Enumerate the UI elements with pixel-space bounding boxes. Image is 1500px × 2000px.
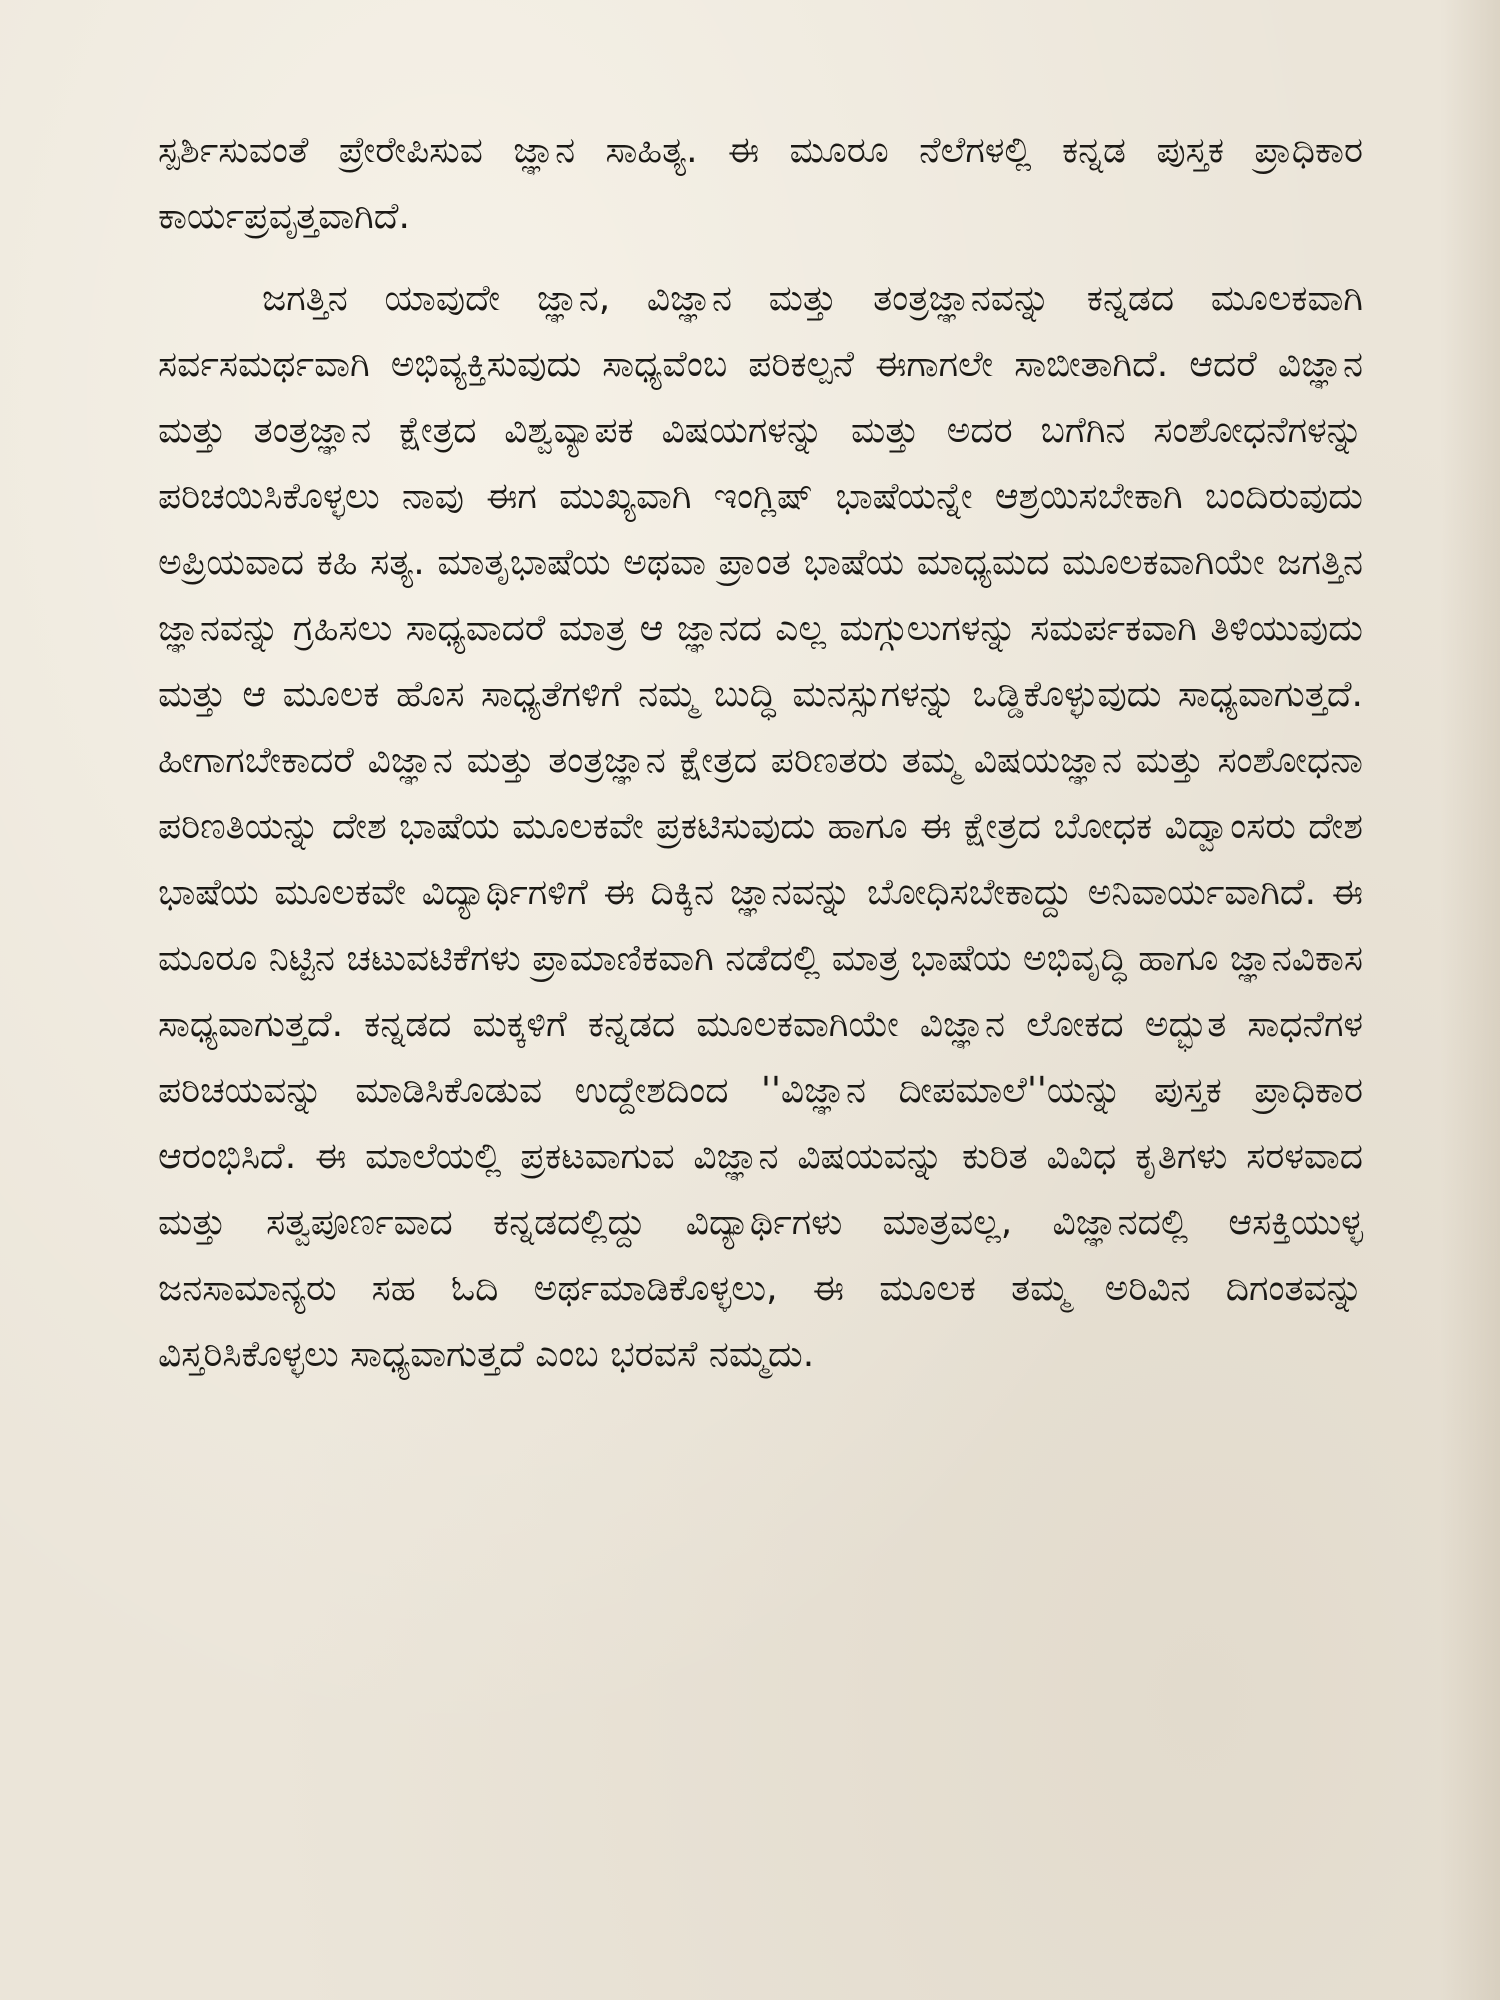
body-text	[158, 118, 1363, 1388]
page-edge-shadow	[1440, 0, 1500, 2000]
paragraph-main: ಜಗತ್ತಿನ ಯಾವುದೇ ಜ್ಞಾನ, ವಿಜ್ಞಾನ ಮತ್ತು ತಂತ್ರಜ್ಞಾನವನ್ನು ಕನ್ನಡದ ಮೂಲಕವಾಗಿ ಸರ್ವಸಮರ್ಥವಾಗಿ ಅಭಿವ್ಯಕ್ತಿಸುವುದು ಸಾಧ್ಯವೆಂಬ ಪರಿಕಲ್ಪನೆ ಈಗಾಗಲೇ ಸಾಬೀತಾಗಿದೆ. ಆದರೆ ವಿಜ್ಞಾನ ಮತ್ತು ತಂತ್ರಜ್ಞಾನ ಕ್ಷೇತ್ರದ ವಿಶ್ವವ್ಯಾಪಕ ವಿಷಯಗಳನ್ನು ಮತ್ತು ಅದರ ಬಗೆಗಿನ ಸಂಶೋಧನೆಗಳನ್ನು ಪರಿಚಯಿಸಿಕೊಳ್ಳಲು ನಾವು ಈಗ ಮುಖ್ಯವಾಗಿ ಇಂಗ್ಲಿಷ್ ಭಾಷೆಯನ್ನೇ ಆಶ್ರಯಿಸಬೇಕಾಗಿ ಬಂದಿರುವುದು ಅಪ್ರಿಯವಾದ ಕಹಿ ಸತ್ಯ. ಮಾತೃಭಾಷೆಯ ಅಥವಾ ಪ್ರಾಂತ ಭಾಷೆಯ ಮಾಧ್ಯಮದ ಮೂಲಕವಾಗಿಯೇ ಜಗತ್ತಿನ ಜ್ಞಾನವನ್ನು ಗ್ರಹಿಸಲು ಸಾಧ್ಯವಾದರೆ ಮಾತ್ರ ಆ ಜ್ಞಾನದ ಎಲ್ಲ ಮಗ್ಗುಲುಗಳನ್ನು ಸಮರ್ಪಕವಾಗಿ ತಿಳಿಯುವುದು ಮತ್ತು ಆ ಮೂಲಕ ಹೊಸ ಸಾಧ್ಯತೆಗಳಿಗೆ ನಮ್ಮ ಬುದ್ಧಿ ಮನಸ್ಸುಗಳನ್ನು ಒಡ್ಡಿಕೊಳ್ಳುವುದು ಸಾಧ್ಯವಾಗುತ್ತದೆ. ಹೀಗಾಗಬೇಕಾದರೆ ವಿಜ್ಞಾನ ಮತ್ತು ತಂತ್ರಜ್ಞಾನ ಕ್ಷೇತ್ರದ ಪರಿಣತರು ತಮ್ಮ ವಿಷಯಜ್ಞಾನ ಮತ್ತು ಸಂಶೋಧನಾ ಪರಿಣತಿಯನ್ನು ದೇಶ ಭಾಷೆಯ ಮೂಲಕವೇ ಪ್ರಕಟಿಸುವುದು ಹಾಗೂ ಈ ಕ್ಷೇತ್ರದ ಬೋಧಕ ವಿದ್ವಾಂಸರು ದೇಶ ಭಾಷೆಯ ಮೂಲಕವೇ ವಿದ್ಯಾರ್ಥಿಗಳಿಗೆ ಈ ದಿಕ್ಕಿನ ಜ್ಞಾನವನ್ನು ಬೋಧಿಸಬೇಕಾದ್ದು ಅನಿವಾರ್ಯವಾಗಿದೆ. ಈ ಮೂರೂ ನಿಟ್ಟಿನ ಚಟುವಟಿಕೆಗಳು ಪ್ರಾಮಾಣಿಕವಾಗಿ ನಡೆದಲ್ಲಿ ಮಾತ್ರ ಭಾಷೆಯ ಅಭಿವೃದ್ಧಿ ಹಾಗೂ ಜ್ಞಾನವಿಕಾಸ ಸಾಧ್ಯವಾಗುತ್ತದೆ. ಕನ್ನಡದ ಮಕ್ಕಳಿಗೆ ಕನ್ನಡದ ಮೂಲಕವಾಗಿಯೇ ವಿಜ್ಞಾನ ಲೋಕದ ಅದ್ಭುತ ಸಾಧನೆಗಳ ಪರಿಚಯವನ್ನು ಮಾಡಿಸಿಕೊಡುವ ಉದ್ದೇಶದಿಂದ ''ವಿಜ್ಞಾನ ದೀಪಮಾಲೆ''ಯನ್ನು ಪುಸ್ತಕ ಪ್ರಾಧಿಕಾರ ಆರಂಭಿಸಿದೆ. ಈ ಮಾಲೆಯಲ್ಲಿ ಪ್ರಕಟವಾಗುವ ವಿಜ್ಞಾನ ವಿಷಯವನ್ನು ಕುರಿತ ವಿವಿಧ ಕೃತಿಗಳು ಸರಳವಾದ ಮತ್ತು ಸತ್ವಪೂರ್ಣವಾದ ಕನ್ನಡದಲ್ಲಿದ್ದು ವಿದ್ಯಾರ್ಥಿಗಳು ಮಾತ್ರವಲ್ಲ, ವಿಜ್ಞಾನದಲ್ಲಿ ಆಸಕ್ತಿಯುಳ್ಳ ಜನಸಾಮಾನ್ಯರು ಸಹ ಓದಿ ಅರ್ಥಮಾಡಿಕೊಳ್ಳಲು, ಈ ಮೂಲಕ ತಮ್ಮ ಅರಿವಿನ ದಿಗಂತವನ್ನು ವಿಸ್ತರಿಸಿಕೊಳ್ಳಲು ಸಾಧ್ಯವಾಗುತ್ತದೆ ಎಂಬ ಭರವಸೆ ನಮ್ಮದು.	[158, 278, 1363, 1375]
paragraph-continuation: ಸ್ಪರ್ಶಿಸುವಂತೆ ಪ್ರೇರೇಪಿಸುವ ಜ್ಞಾನ ಸಾಹಿತ್ಯ. ಈ ಮೂರೂ ನೆಲೆಗಳಲ್ಲಿ ಕನ್ನಡ ಪುಸ್ತಕ ಪ್ರಾಧಿಕಾರ ಕಾರ್ಯಪ್ರವೃತ್ತವಾಗಿದೆ.	[158, 130, 1363, 237]
